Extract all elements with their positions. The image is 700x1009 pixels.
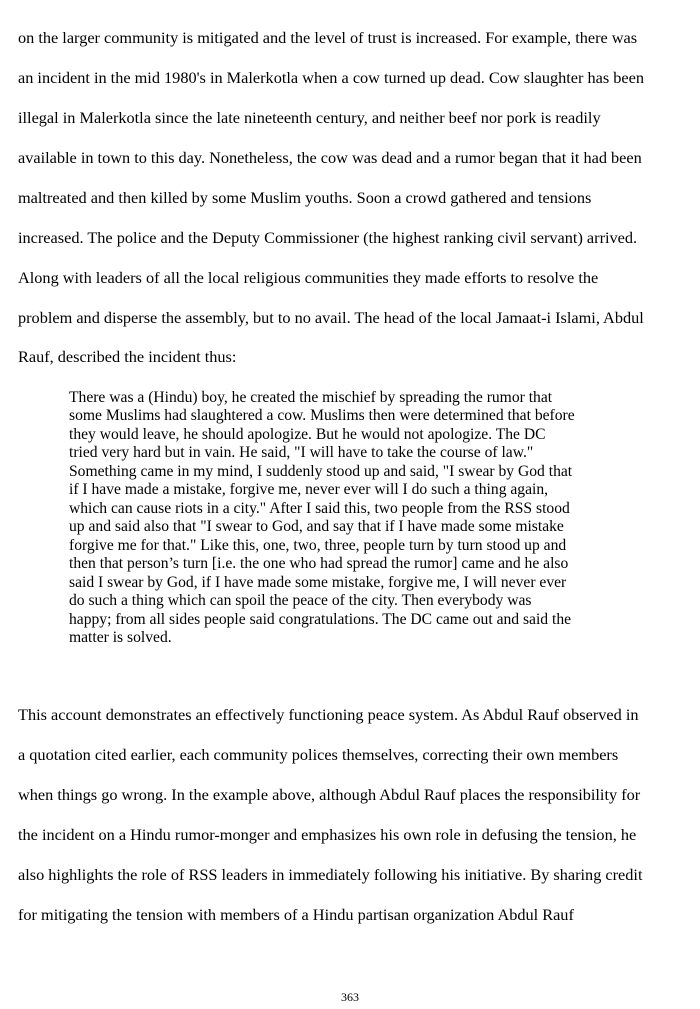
quote-line: Something came in my mind, I suddenly stood up and said, "I swear by God that	[69, 463, 573, 480]
quote-line: do such a thing which can spoil the peace of the city. Then everybody was	[69, 592, 532, 609]
quote-line: some Muslims had slaughtered a cow. Muslims then were determined that before	[69, 407, 575, 424]
paragraph-line: problem and disperse the assembly, but to no avail. The head of the local Jamaat-i Islami, Abdul	[18, 308, 644, 327]
paragraph-line: for mitigating the tension with members of a Hindu partisan organization Abdul Rauf	[18, 905, 574, 924]
paragraph-line: also highlights the role of RSS leaders in immediately following his initiative. By sharing credit	[18, 865, 643, 884]
paragraph-line: on the larger community is mitigated and the level of trust is increased. For example, there was	[18, 28, 638, 47]
paragraph-line: increased. The police and the Deputy Commissioner (the highest ranking civil servant) arrived.	[18, 228, 638, 247]
page-number: 363	[341, 990, 359, 1004]
quote-line: said I swear by God, if I have made some mistake, forgive me, I will never ever	[69, 574, 567, 591]
quote-line: they would leave, he should apologize. But he would not apologize. The DC	[69, 426, 546, 443]
quote-line: which can cause riots in a city." After I said this, two people from the RSS stood	[69, 500, 570, 517]
paragraph-line: a quotation cited earlier, each community polices themselves, correcting their own members	[18, 745, 619, 764]
quote-line: then that person’s turn [i.e. the one who had spread the rumor] came and he also	[69, 555, 569, 572]
paragraph-line: when things go wrong. In the example above, although Abdul Rauf places the responsibility for	[18, 785, 641, 804]
paragraph-line: Rauf, described the incident thus:	[18, 347, 237, 366]
paragraph-line: an incident in the mid 1980's in Malerkotla when a cow turned up dead. Cow slaughter has been	[18, 68, 644, 87]
paragraph-line: illegal in Malerkotla since the late nineteenth century, and neither beef nor pork is readily	[18, 108, 601, 127]
quote-line: There was a (Hindu) boy, he created the mischief by spreading the rumor that	[69, 389, 553, 406]
paragraph-line: available in town to this day. Nonetheless, the cow was dead and a rumor began that it had been	[18, 148, 642, 167]
quote-line: tried very hard but in vain. He said, "I will have to take the course of law."	[69, 444, 534, 461]
paragraph-line: This account demonstrates an effectively functioning peace system. As Abdul Rauf observed in	[18, 705, 639, 724]
paragraph-line: the incident on a Hindu rumor-monger and emphasizes his own role in defusing the tension, he	[18, 825, 637, 844]
quote-line: matter is solved.	[69, 629, 172, 646]
quote-line: up and said also that "I swear to God, and say that if I have made some mistake	[69, 518, 564, 535]
paragraph-line: Along with leaders of all the local religious communities they made efforts to resolve the	[18, 268, 599, 287]
quote-line: if I have made a mistake, forgive me, never ever will I do such a thing again,	[69, 481, 549, 498]
quote-line: forgive me for that." Like this, one, two, three, people turn by turn stood up and	[69, 537, 567, 554]
paragraph-line: maltreated and then killed by some Muslim youths. Soon a crowd gathered and tensions	[18, 188, 592, 207]
quote-line: happy; from all sides people said congratulations. The DC came out and said the	[69, 611, 572, 628]
